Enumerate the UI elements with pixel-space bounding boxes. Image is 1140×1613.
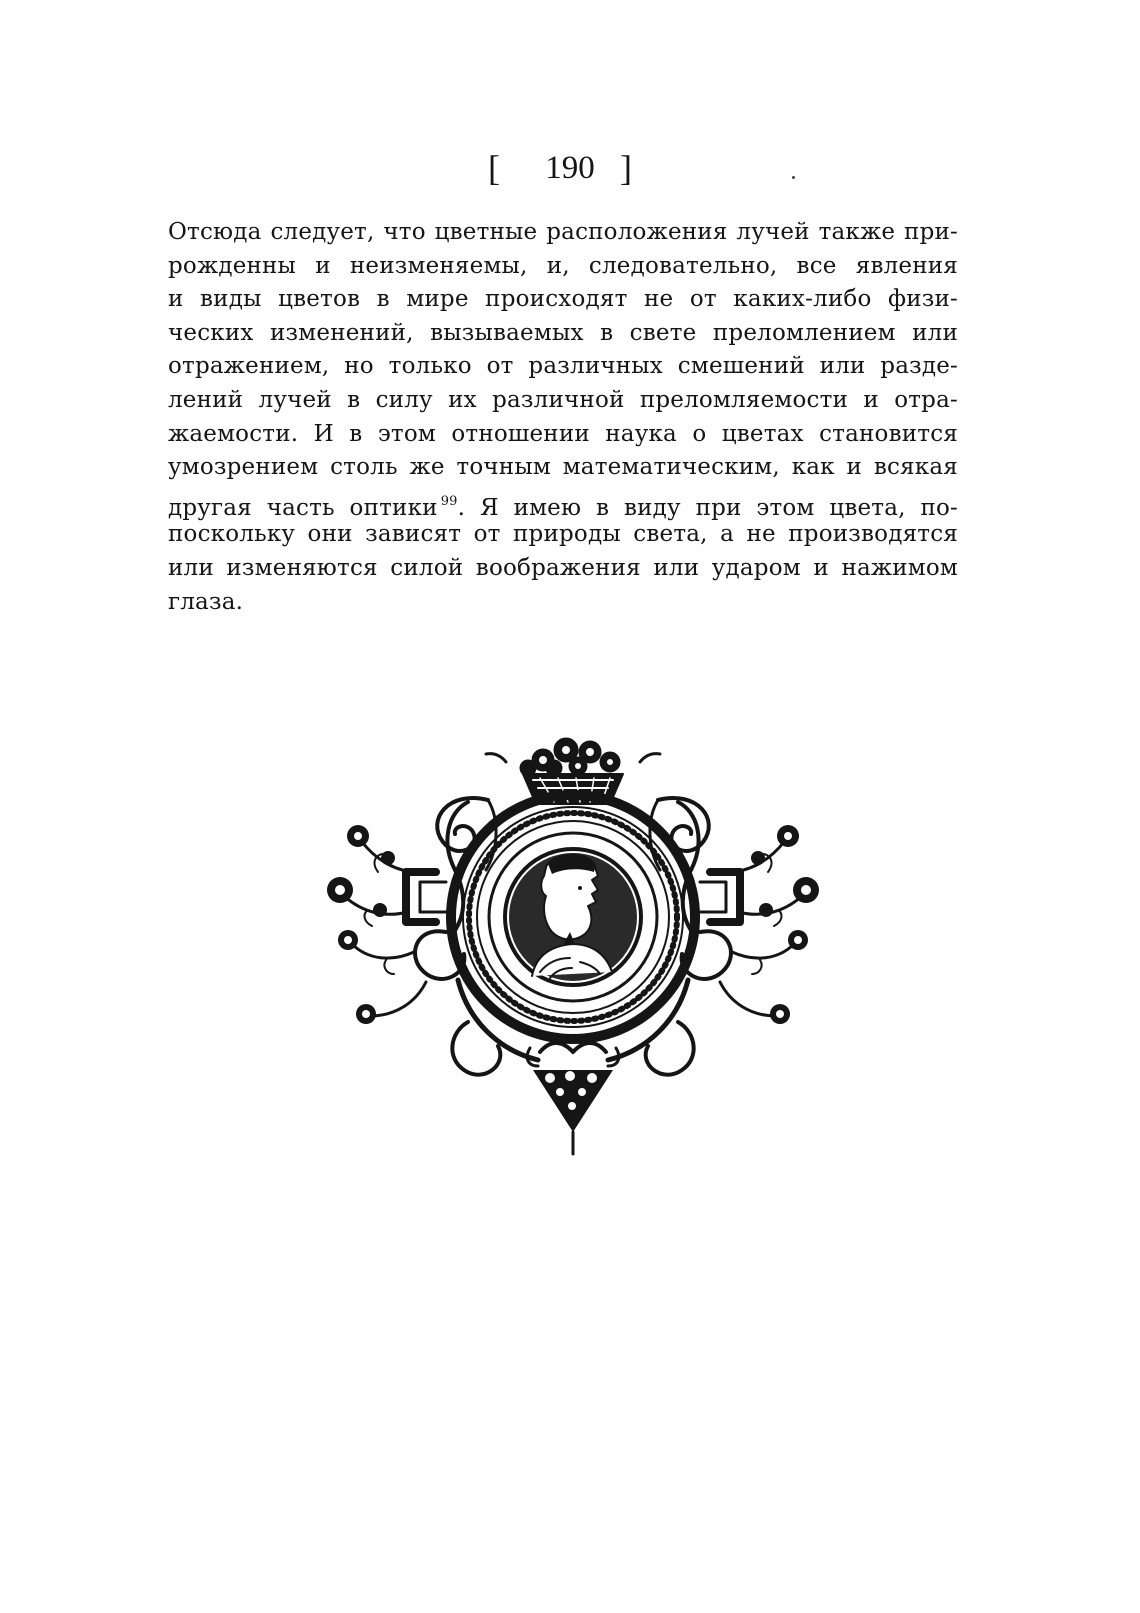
text-line: рожденны и неизменяемы, и, следовательно, все явления (168, 252, 958, 279)
portrait-profile-icon (509, 853, 637, 981)
text-line (168, 485, 958, 519)
text-line: отражением, но только от различных смешений или разде- (168, 353, 958, 380)
text-line: Отсюда следует, что цветные расположения лучей также при- (168, 219, 958, 245)
text-line: ческих изменений, вызываемых в свете преломлением или (168, 319, 958, 346)
text-line: поскольку они зависят от природы света, а не производятся (168, 521, 958, 548)
text-line: жаемости. И в этом отношении наука о цветах становится (168, 420, 958, 447)
page-number: 190 (545, 150, 595, 186)
text-line: лений лучей в силу их различной преломляемости и отра- (168, 386, 958, 413)
bracket-close: ] (620, 148, 632, 188)
text-line: умозрением столь же точным математическим, как и всякая (168, 454, 958, 481)
text-line: и виды цветов в мире происходят не от каких-либо физи- (168, 286, 958, 313)
portrait-medallion-vignette (318, 722, 828, 1162)
text-line-end: . Я имею в виду при этом цвета, по- (457, 494, 958, 521)
footnote-reference[interactable]: 99 (440, 493, 458, 509)
text-line: глаза. (168, 588, 244, 615)
text-line-start: другая часть оптики (168, 494, 438, 521)
ribbon-fruit-pendant-icon (527, 1043, 619, 1154)
body-paragraph (168, 216, 958, 619)
bracket-open: [ (488, 148, 500, 188)
print-speck (792, 176, 795, 179)
vignette-ornament (318, 722, 828, 1162)
text-line: или изменяются силой воображения или ударом и нажимом (168, 554, 958, 581)
page-header (0, 140, 1140, 196)
